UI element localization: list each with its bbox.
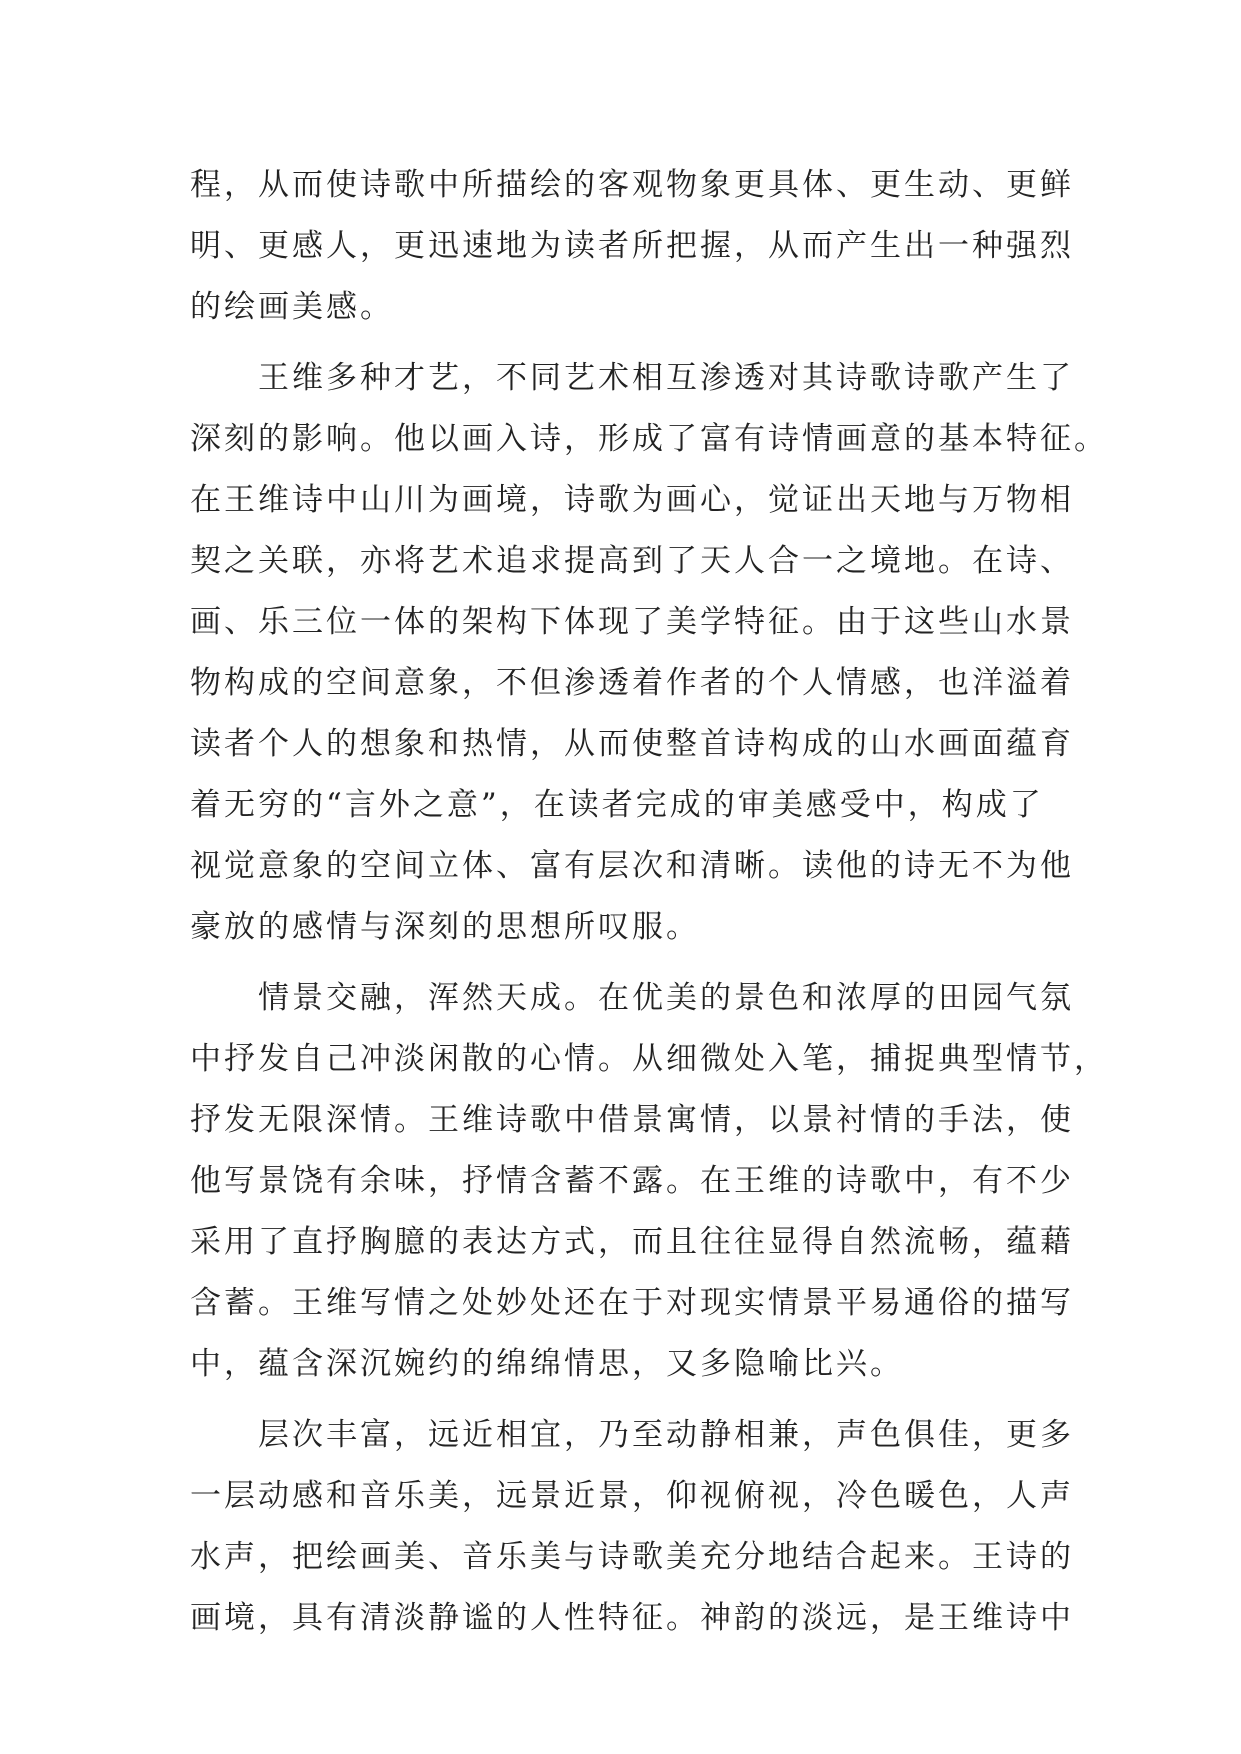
text-line: 深刻的影响。他以画入诗，形成了富有诗情画意的基本特征。: [190, 421, 1108, 457]
text-line: 着无穷的“言外之意”，在读者完成的审美感受中，构成了: [190, 787, 1044, 823]
text-line: 明、更感人，更迅速地为读者所把握，从而产生出一种强烈: [190, 228, 1074, 264]
text-line: 一层动感和音乐美，远景近景，仰视俯视，冷色暖色，人声: [190, 1478, 1074, 1514]
text-line: 中抒发自己冲淡闲散的心情。从细微处入笔，捕捉典型情节，: [190, 1041, 1108, 1077]
text-line: 读者个人的想象和热情，从而使整首诗构成的山水画面蕴育: [190, 726, 1074, 762]
body-text: [190, 155, 1108, 1649]
text-line: 含蓄。王维写情之处妙处还在于对现实情景平易通俗的描写: [190, 1285, 1074, 1321]
paragraph-2: [190, 348, 1108, 958]
text-line: 抒发无限深情。王维诗歌中借景寓情，以景衬情的手法，使: [190, 1102, 1074, 1138]
text-line: 物构成的空间意象，不但渗透着作者的个人情感，也洋溢着: [190, 665, 1074, 701]
text-line: 画、乐三位一体的架构下体现了美学特征。由于这些山水景: [190, 604, 1074, 640]
text-line: 中，蕴含深沉婉约的绵绵情思，又多隐喻比兴。: [190, 1346, 904, 1382]
text-line: 程，从而使诗歌中所描绘的客观物象更具体、更生动、更鲜: [190, 167, 1074, 203]
text-line: 层次丰富，远近相宜，乃至动静相兼，声色俱佳，更多: [258, 1417, 1074, 1453]
text-line: 豪放的感情与深刻的思想所叹服。: [190, 909, 700, 945]
paragraph-1: [190, 155, 1090, 338]
text-line: 在王维诗中山川为画境，诗歌为画心，觉证出天地与万物相: [190, 482, 1074, 518]
text-line: 契之关联，亦将艺术追求提高到了天人合一之境地。在诗、: [190, 543, 1074, 579]
text-line: 视觉意象的空间立体、富有层次和清晰。读他的诗无不为他: [190, 848, 1074, 884]
text-line: 王维多种才艺，不同艺术相互渗透对其诗歌诗歌产生了: [258, 360, 1074, 396]
text-line: 情景交融，浑然天成。在优美的景色和浓厚的田园气氛: [258, 980, 1074, 1016]
text-line: 画境，具有清淡静谧的人性特征。神韵的淡远，是王维诗中: [190, 1600, 1074, 1636]
text-line: 水声，把绘画美、音乐美与诗歌美充分地结合起来。王诗的: [190, 1539, 1074, 1575]
text-line: 他写景饶有余味，抒情含蓄不露。在王维的诗歌中，有不少: [190, 1163, 1074, 1199]
text-line: 采用了直抒胸臆的表达方式，而且往往显得自然流畅，蕴藉: [190, 1224, 1074, 1260]
paragraph-4: [190, 1405, 1090, 1649]
paragraph-3: [190, 968, 1108, 1395]
text-line: 的绘画美感。: [190, 289, 394, 325]
